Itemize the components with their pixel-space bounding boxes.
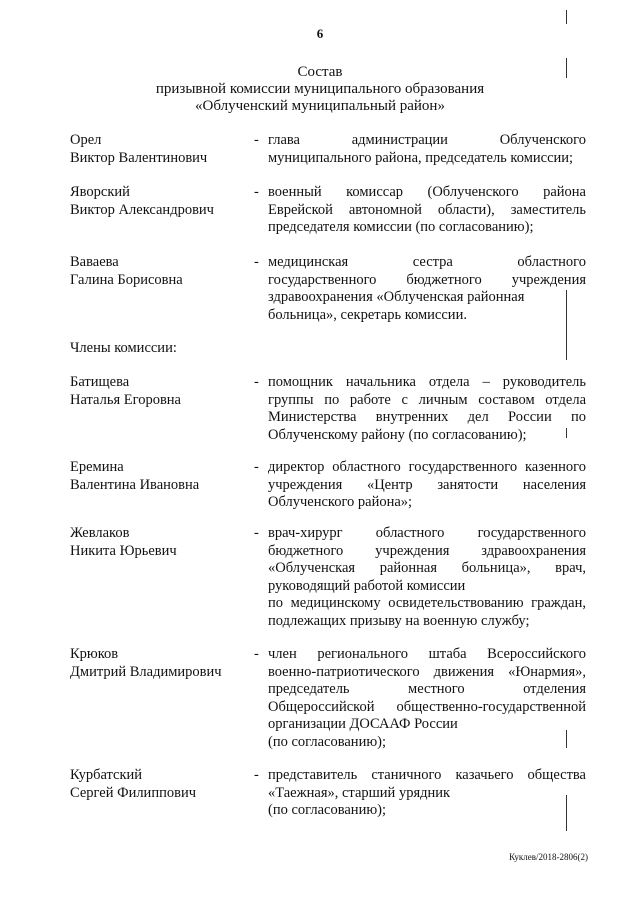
desc-line: руководящий работой комиссии (268, 577, 466, 594)
role-description (268, 132, 586, 167)
scan-margin-line (566, 795, 567, 831)
desc-line: больница», секретарь комиссии. (268, 306, 467, 323)
desc-line: врач-хирург областного государственного (268, 525, 586, 541)
given-names: Сергей Филиппович (70, 784, 196, 801)
role-description (268, 459, 586, 512)
surname: Ваваева (70, 254, 119, 270)
person-name (70, 184, 250, 219)
desc-line: военный комиссар (Облученского района (268, 184, 586, 200)
person-name (70, 767, 250, 802)
given-names: Валентина Ивановна (70, 476, 200, 493)
dash: - (254, 184, 259, 200)
desc-line: представитель станичного казачьего общества (268, 767, 586, 783)
dash: - (254, 374, 259, 390)
desc-line: глава администрации Облученского (268, 132, 586, 148)
desc-line: «Таежная», старший урядник (268, 784, 451, 801)
desc-line: (по согласованию); (268, 802, 387, 818)
desc-line: подлежащих призыву на военную службу; (268, 612, 530, 629)
surname: Еремина (70, 459, 124, 475)
heading-line-1: Состав (297, 64, 343, 80)
desc-line: Облученскому району (по согласованию); (268, 426, 527, 443)
desc-line: «Облученская районная больница», врач, (268, 560, 586, 576)
heading-line-3: «Облученский муниципальный район» (195, 98, 445, 114)
person-name (70, 459, 250, 494)
heading-line-2: призывной комиссии муниципального образования (155, 81, 485, 97)
given-names: Дмитрий Владимирович (70, 663, 222, 680)
dash: - (254, 132, 259, 148)
surname: Курбатский (70, 767, 143, 783)
dash: - (254, 646, 259, 662)
desc-line: председатель местного отделения (268, 681, 586, 697)
desc-line: председателя комиссии (по согласованию); (268, 219, 534, 235)
desc-line: группы по работе с личным составом отдела (268, 391, 586, 408)
desc-line: военно-патриотического движения «Юнармия», (268, 663, 586, 680)
desc-line: Облученского района»; (268, 494, 413, 510)
surname: Батищева (70, 374, 130, 390)
document-heading (0, 64, 640, 115)
desc-line: бюджетного учреждения здравоохранения (268, 542, 586, 559)
desc-line: Министерства внутренних дел России по (268, 409, 586, 425)
given-names: Галина Борисовна (70, 271, 183, 288)
given-names: Наталья Егоровна (70, 391, 181, 408)
document-footer-code: Куклев/2018-2806(2) (509, 852, 588, 862)
scan-margin-line (566, 58, 567, 78)
surname: Орел (70, 132, 102, 148)
surname: Крюков (70, 646, 119, 662)
desc-line: Еврейской автономной области), заместитель (268, 201, 586, 218)
desc-line: директор областного государственного казенного (268, 459, 586, 475)
desc-line: учреждения «Центр занятости населения (268, 476, 586, 493)
desc-line: Общероссийской общественно-государственной (268, 698, 586, 715)
dash: - (254, 767, 259, 783)
dash: - (254, 459, 259, 475)
desc-line: по медицинскому освидетельствованию граждан, (268, 595, 586, 611)
desc-line: помощник начальника отдела – руководитель (268, 374, 586, 390)
desc-line: член регионального штаба Всероссийского (268, 646, 586, 662)
members-label: Члены комиссии: (70, 340, 177, 356)
role-description (268, 646, 586, 751)
given-names: Никита Юрьевич (70, 542, 177, 559)
role-description (268, 767, 586, 820)
person-name (70, 374, 250, 409)
scan-margin-line (566, 10, 567, 24)
surname: Жевлаков (70, 525, 130, 541)
role-description (268, 254, 586, 324)
desc-line: медицинская сестра областного (268, 254, 586, 270)
desc-line: организации ДОСААФ России (268, 716, 458, 732)
person-name (70, 132, 250, 167)
scan-margin-line (566, 428, 567, 438)
given-names: Виктор Александрович (70, 201, 214, 218)
scan-margin-line (566, 730, 567, 748)
dash: - (254, 254, 259, 270)
scan-margin-line (566, 290, 567, 360)
dash: - (254, 525, 259, 541)
role-description (268, 374, 586, 444)
desc-line: здравоохранения «Облученская районная (268, 289, 525, 305)
surname: Яворский (70, 184, 130, 200)
person-name (70, 525, 250, 560)
page-number: 6 (316, 26, 324, 41)
given-names: Виктор Валентинович (70, 149, 208, 166)
person-name (70, 254, 250, 289)
desc-line: государственного бюджетного учреждения (268, 271, 586, 288)
desc-line: (по согласованию); (268, 733, 387, 750)
person-name (70, 646, 250, 681)
role-description (268, 525, 586, 630)
desc-line: муниципального района, председатель комиссии; (268, 149, 574, 166)
role-description (268, 184, 586, 237)
